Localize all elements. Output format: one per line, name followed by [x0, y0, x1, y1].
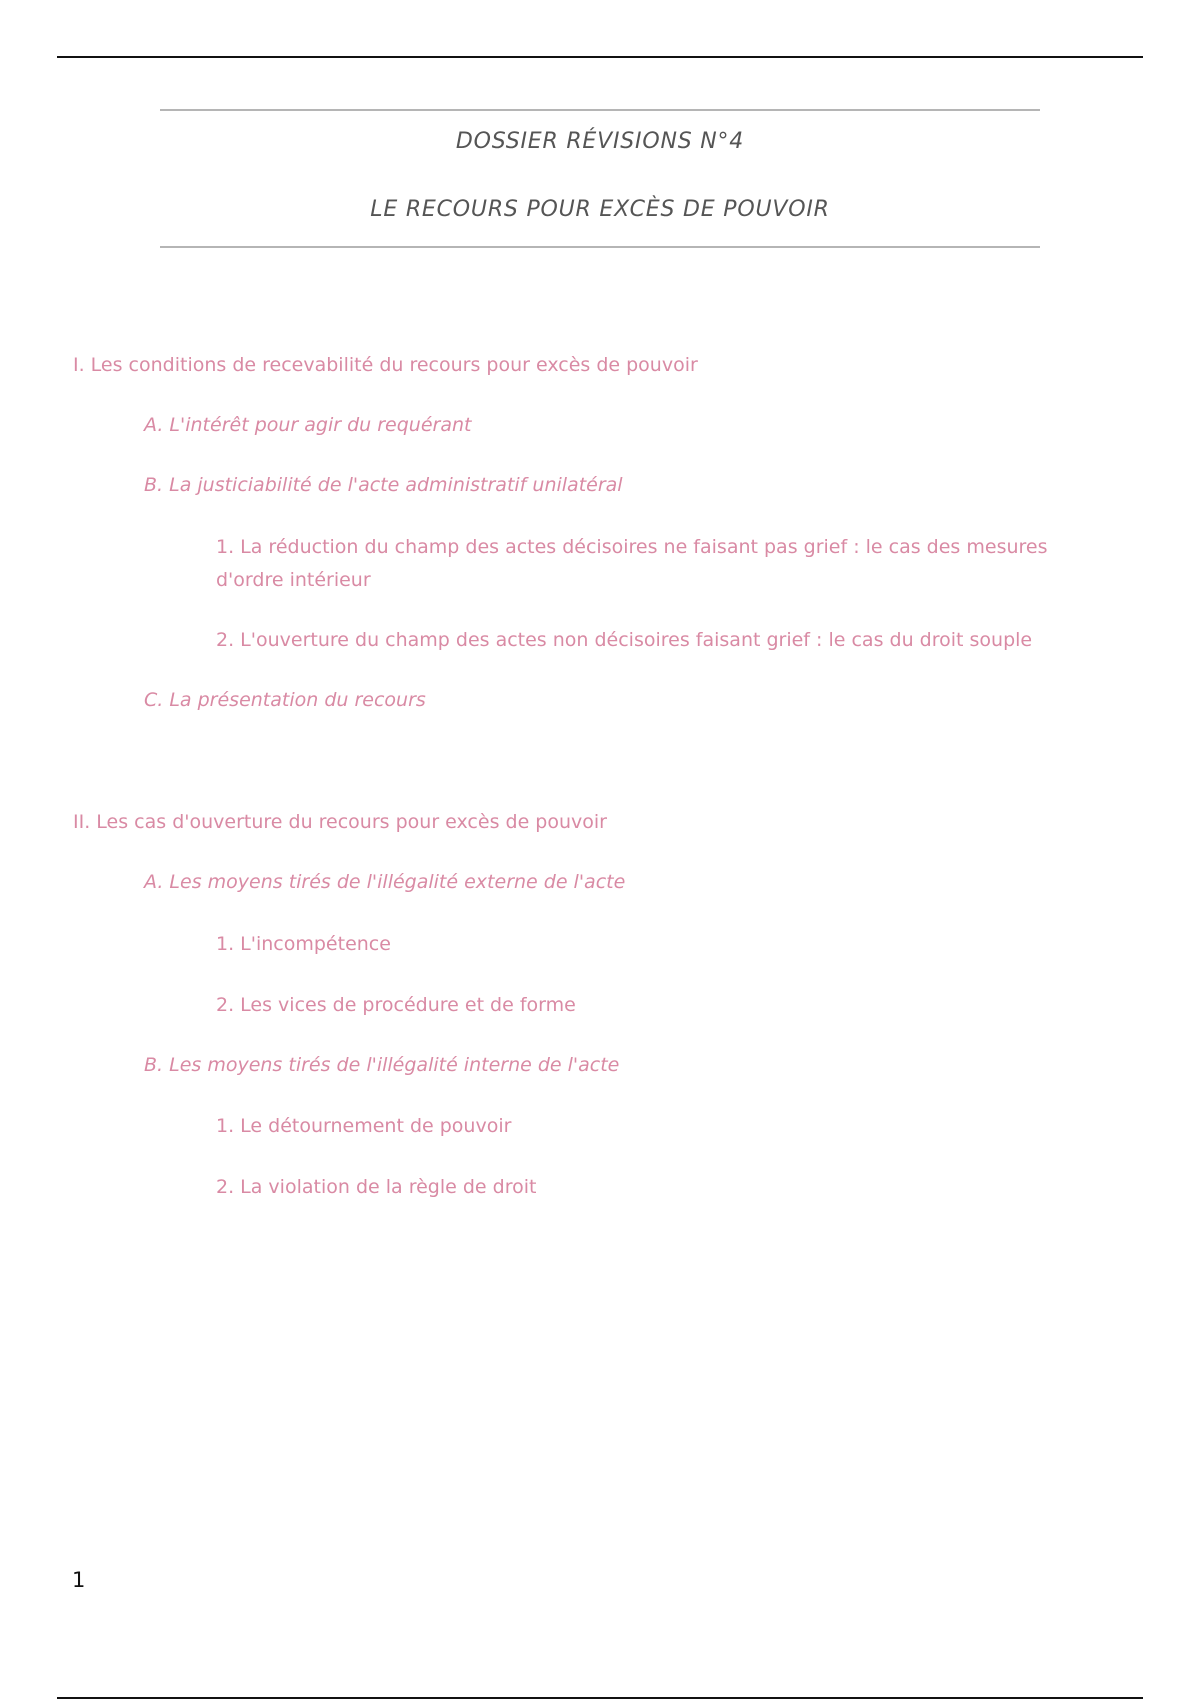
document-subtitle: LE RECOURS POUR EXCÈS DE POUVOIR [370, 197, 830, 222]
outline-part-1-a: A. L'intérêt pour agir du requérant [144, 414, 472, 436]
outline-part-2-b: B. Les moyens tirés de l'illégalité interne de l'acte [144, 1054, 620, 1076]
outline-part-1-c: C. La présentation du recours [144, 689, 426, 711]
page-number: 1 [72, 1568, 86, 1592]
outline-part-2-a: A. Les moyens tirés de l'illégalité externe de l'acte [144, 871, 626, 893]
outline-part-1-b: B. La justiciabilité de l'acte administratif unilatéral [144, 474, 623, 496]
outline-part-2-b-2: 2. La violation de la règle de droit [216, 1176, 537, 1198]
outline-part-2-a-2: 2. Les vices de procédure et de forme [216, 994, 576, 1016]
outline-part-1-b-2: 2. L'ouverture du champ des actes non décisoires faisant grief : le cas du droit souple [216, 629, 1033, 651]
outline-part-2: II. Les cas d'ouverture du recours pour excès de pouvoir [73, 811, 607, 833]
outline-part-1-b-1: 1. La réduction du champ des actes décisoires ne faisant pas grief : le cas des mesures d'ordre intérieur [216, 536, 1048, 591]
title-block [160, 109, 1040, 248]
document-title: DOSSIER RÉVISIONS N°4 [455, 129, 745, 154]
page-top-rule [57, 56, 1143, 58]
outline-part-2-b-1: 1. Le détournement de pouvoir [216, 1115, 512, 1137]
outline-part-2-a-1: 1. L'incompétence [216, 933, 391, 955]
page-bottom-rule [57, 1697, 1143, 1699]
outline-part-1: I. Les conditions de recevabilité du recours pour excès de pouvoir [73, 354, 698, 376]
